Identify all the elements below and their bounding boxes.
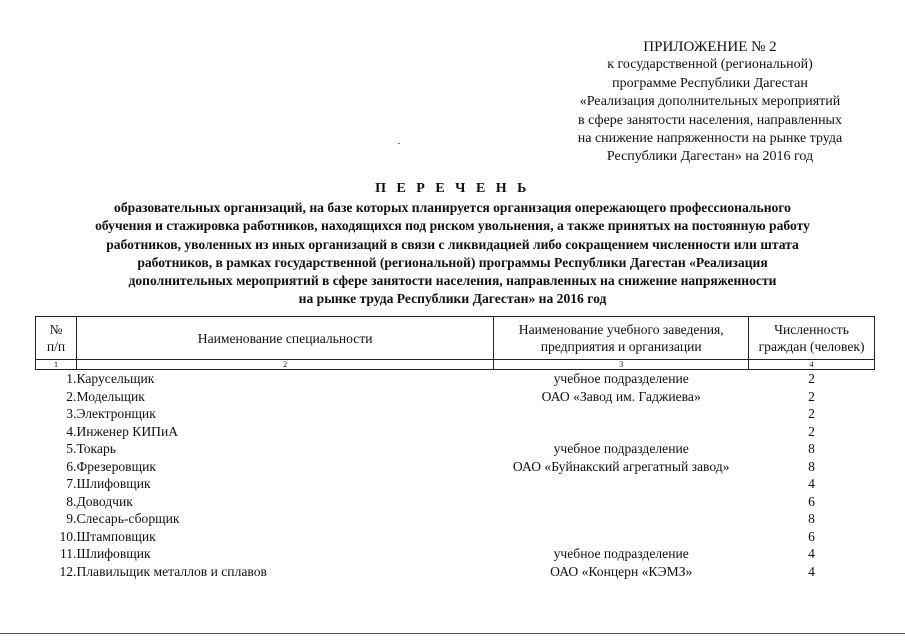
row-organization: ОАО «Завод им. Гаджиева» [541, 388, 701, 404]
row-organization: учебное подразделение [553, 371, 689, 386]
row-specialty: Фрезеровщик [76, 458, 156, 474]
table-body [36, 370, 875, 581]
row-number: 6. [66, 458, 77, 474]
table-row [36, 370, 875, 388]
appendix-line: программе Республики Дагестан [612, 75, 808, 91]
row-count: 4 [808, 476, 815, 491]
title-line: образовательных организаций, на базе которых планируется организация опережающего профессионального [114, 200, 791, 216]
title-line: дополнительных мероприятий в сфере занятости населения, направленных на снижение напряженности [128, 273, 777, 289]
row-number: 2. [66, 388, 77, 404]
row-organization: учебное подразделение [553, 546, 689, 561]
table-row [36, 563, 875, 581]
column-index: 1 [36, 360, 77, 370]
row-organization [494, 405, 749, 423]
row-organization: ОАО «Буйнакский агрегатный завод» [512, 458, 730, 474]
row-specialty: Шлифовщик [76, 546, 151, 561]
row-organization [494, 528, 749, 546]
row-specialty: Карусельщик [76, 371, 155, 386]
row-number: 7. [66, 476, 77, 491]
title-line: обучения и стажировка работников, находящихся под риском увольнения, а также принятых на постоянную работу [95, 218, 810, 234]
table-row [36, 493, 875, 511]
appendix-title: ПРИЛОЖЕНИЕ № 2 [643, 39, 777, 55]
appendix-line: в сфере занятости населения, направленных [578, 112, 842, 128]
row-count: 8 [808, 511, 815, 526]
row-number: 12. [59, 563, 77, 579]
table-row [36, 458, 875, 476]
row-count: 2 [808, 406, 815, 421]
row-specialty: Шлифовщик [76, 476, 151, 491]
table-row [36, 423, 875, 441]
row-organization [494, 493, 749, 511]
title-line: работников, уволенных из иных организаций в связи с ликвидацией либо сокращением численности или штата [106, 236, 799, 252]
table-row [36, 545, 875, 563]
row-count: 6 [808, 493, 815, 509]
column-index: 3 [494, 360, 749, 370]
row-specialty: Доводчик [76, 493, 133, 509]
column-index-row [36, 360, 875, 370]
row-specialty: Токарь [76, 441, 116, 456]
row-count: 2 [808, 388, 815, 404]
row-number: 5. [66, 441, 77, 456]
header-count-line: граждан (человек) [758, 339, 865, 354]
header-number-line: № [49, 322, 63, 337]
row-specialty: Слесарь-сборщик [76, 511, 180, 526]
header-number [36, 317, 77, 360]
row-number: 4. [66, 423, 77, 439]
row-count: 8 [808, 458, 815, 474]
table-row [36, 388, 875, 406]
table-row [36, 405, 875, 423]
row-organization [494, 475, 749, 493]
document-heading: П Е Р Е Ч Е Н Ь [375, 181, 530, 196]
header-organization-line: Наименование учебного заведения, [518, 322, 724, 337]
organizations-table [35, 316, 875, 580]
row-specialty: Модельщик [76, 388, 145, 404]
table-row [36, 475, 875, 493]
appendix-block [540, 38, 880, 167]
row-number: 1. [66, 371, 77, 386]
table-row [36, 440, 875, 458]
header-organization [494, 317, 749, 360]
appendix-line: к государственной (региональной) [607, 57, 813, 73]
column-index: 4 [749, 360, 875, 370]
row-specialty: Плавильщик металлов и сплавов [76, 563, 267, 579]
title-line: работников, в рамках государственной (региональной) программы Республики Дагестан «Реализация [137, 254, 768, 270]
document-title-block [0, 180, 905, 308]
title-line: на рынке труда Республики Дагестан» на 2016 год [298, 291, 607, 307]
scan-speck [398, 143, 400, 144]
scan-edge-line [0, 633, 905, 634]
row-count: 2 [808, 423, 815, 439]
row-count: 8 [808, 441, 815, 456]
table-row [36, 510, 875, 528]
table-header-row [36, 317, 875, 360]
row-number: 9. [66, 511, 77, 526]
header-count-line: Численность [774, 322, 849, 337]
row-specialty: Инженер КИПиА [76, 423, 179, 439]
row-number: 11. [59, 546, 77, 561]
row-specialty: Штамповщик [76, 528, 156, 544]
appendix-line: «Реализация дополнительных мероприятий [579, 94, 841, 110]
row-count: 4 [808, 546, 815, 561]
row-count: 4 [808, 563, 815, 579]
column-index: 2 [76, 360, 493, 370]
appendix-line: на снижение напряженности на рынке труда [577, 131, 843, 147]
row-number: 3. [66, 406, 77, 421]
row-count: 6 [808, 528, 815, 544]
table-row [36, 528, 875, 546]
header-number-line: п/п [46, 339, 66, 354]
appendix-line: Республики Дагестан» на 2016 год [606, 149, 814, 165]
row-organization [494, 510, 749, 528]
header-organization-line: предприятия и организации [540, 339, 702, 354]
row-count: 2 [808, 371, 815, 386]
row-specialty: Электронщик [76, 406, 156, 421]
header-specialty: Наименование специальности [76, 317, 493, 360]
row-organization: ОАО «Концерн «КЭМЗ» [550, 563, 693, 579]
row-number: 10. [59, 528, 77, 544]
header-count [749, 317, 875, 360]
row-organization [494, 423, 749, 441]
row-number: 8. [66, 493, 77, 509]
row-organization: учебное подразделение [553, 441, 689, 456]
